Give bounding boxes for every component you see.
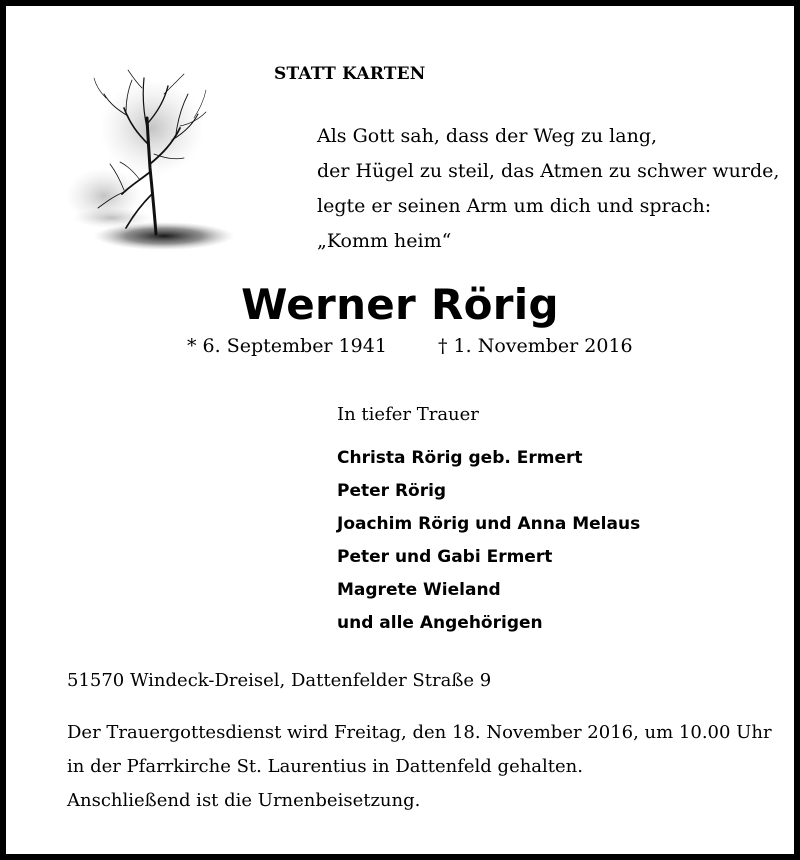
mourners-list (337, 442, 640, 640)
death-date: † 1. November 2016 (438, 335, 633, 357)
mourner-name: Magrete Wieland (337, 580, 501, 600)
poem-line: der Hügel zu steil, das Atmen zu schwer wurde, (317, 160, 780, 182)
address: 51570 Windeck-Dreisel, Dattenfelder Straße 9 (67, 670, 492, 691)
service-info (67, 716, 772, 818)
service-line: in der Pfarrkirche St. Laurentius in Dattenfeld gehalten. (67, 756, 583, 777)
mourner-name: Christa Rörig geb. Ermert (337, 448, 583, 468)
poem (317, 119, 779, 259)
mourner-name: und alle Angehörigen (337, 613, 543, 633)
header-statt-karten: STATT KARTEN (274, 64, 426, 84)
deceased-name: Werner Rörig (241, 280, 559, 329)
mourner-name: Peter und Gabi Ermert (337, 547, 553, 567)
poem-line: „Komm heim“ (317, 230, 452, 252)
service-line: Der Trauergottesdienst wird Freitag, den 18. November 2016, um 10.00 Uhr (67, 722, 772, 743)
service-line: Anschließend ist die Urnenbeisetzung. (67, 790, 421, 811)
tree-illustration-icon (64, 68, 236, 258)
mourner-name: Peter Rörig (337, 481, 447, 501)
poem-line: legte er seinen Arm um dich und sprach: (317, 195, 712, 217)
mourning-intro: In tiefer Trauer (337, 404, 479, 425)
birth-date: * 6. September 1941 (187, 335, 387, 357)
mourner-name: Joachim Rörig und Anna Melaus (337, 514, 641, 534)
poem-line: Als Gott sah, dass der Weg zu lang, (317, 125, 658, 147)
